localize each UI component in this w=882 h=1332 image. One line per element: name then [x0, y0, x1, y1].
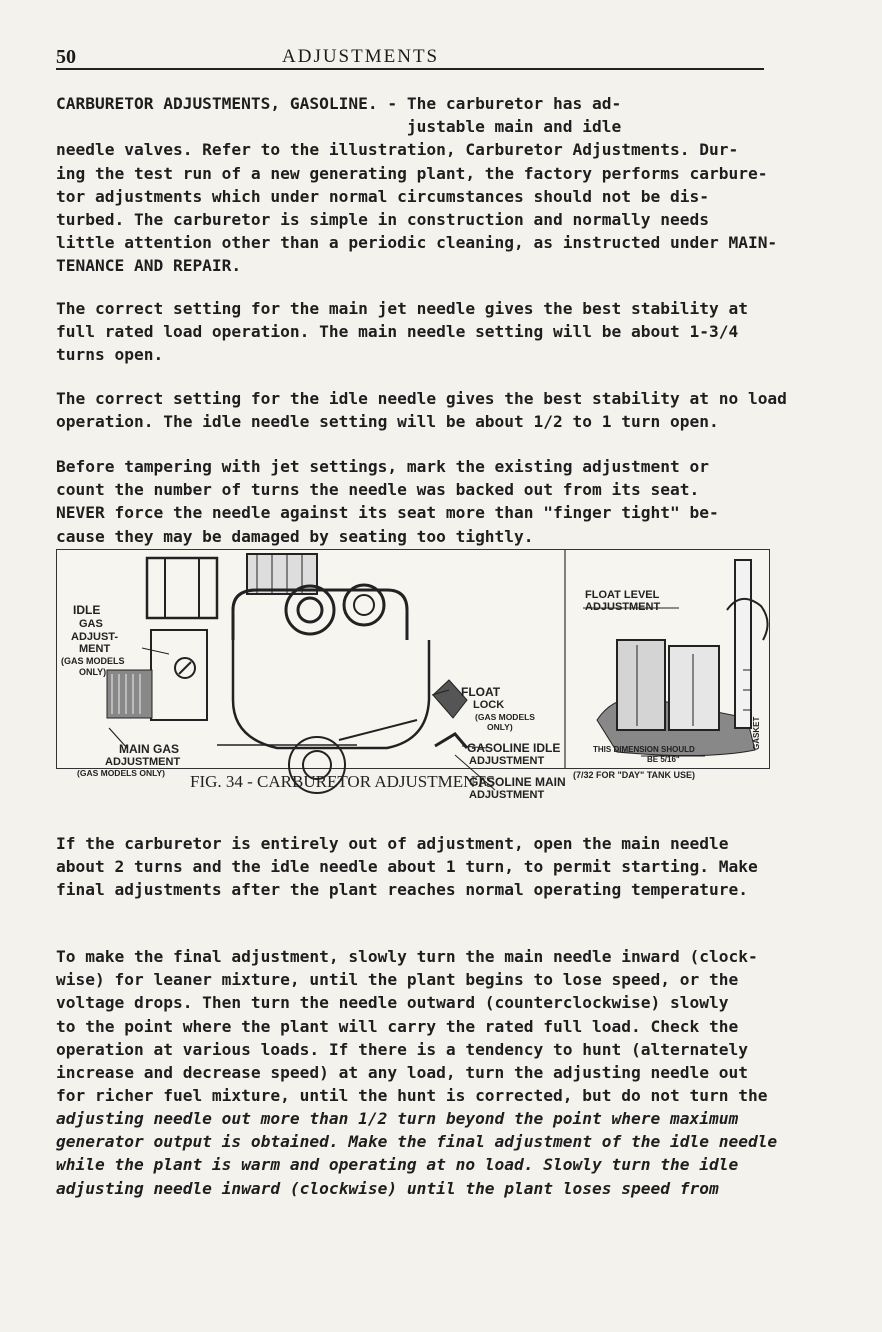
label-idle-gas-6: ONLY) [79, 667, 107, 677]
text-line: for richer fuel mixture, until the hunt is corrected, but do not turn the [56, 1086, 768, 1106]
text-line: final adjustments after the plant reaches normal operating temperature. [56, 880, 748, 900]
paragraph-final-adjustment [56, 945, 782, 1107]
label-gasoline-main-1: GASOLINE MAIN [469, 775, 566, 789]
text-line: ing the test run of a new generating plant, the factory performs carbure- [56, 163, 768, 183]
label-dimension-2: BE 5/16" [647, 755, 680, 764]
text-line: voltage drops. Then turn the needle outward (counterclockwise) slowly [56, 993, 729, 1013]
text-line: The correct setting for the idle needle gives the best stability at no load [56, 389, 787, 408]
text-line: tor adjustments which under normal circumstances should not be dis- [56, 186, 709, 206]
paragraph-carburetor-adjustments [56, 92, 782, 278]
label-main-gas-3: (GAS MODELS ONLY) [77, 768, 165, 778]
paragraph-idle-needle [56, 387, 787, 433]
text-line: justable main and idle [56, 117, 622, 137]
label-float-lock-2: LOCK [473, 699, 505, 711]
label-float-lock-1: FLOAT [461, 685, 501, 699]
label-float-lock-4: ONLY) [487, 722, 513, 732]
label-float-lock-3: (GAS MODELS [475, 712, 535, 722]
paragraph-tampering-warning [56, 455, 782, 548]
paragraph-main-jet [56, 297, 782, 367]
text-line: while the plant is warm and operating at no load. Slowly turn the idle [56, 1155, 739, 1175]
text-line: Before tampering with jet settings, mark the existing adjustment or [56, 457, 709, 476]
label-dimension-3: (7/32 FOR "DAY" TANK USE) [573, 770, 696, 780]
label-idle-gas-4: MENT [79, 643, 111, 655]
text-line: little attention other than a periodic cleaning, as instructed under MAIN- [56, 233, 778, 253]
text-line: count the number of turns the needle was backed out from its seat. [56, 480, 700, 500]
paragraph-out-of-adjustment [56, 832, 782, 902]
label-float-level-1: FLOAT LEVEL [585, 589, 660, 601]
page-title: ADJUSTMENTS [282, 46, 440, 67]
text-line: To make the final adjustment, slowly turn the main needle inward (clock- [56, 947, 758, 966]
text-line: adjusting needle inward (clockwise) until the plant loses speed from [56, 1178, 719, 1198]
text-line: If the carburetor is entirely out of adjustment, open the main needle [56, 834, 729, 853]
paragraph-final-adjustment-continued [56, 1107, 782, 1200]
text-line: adjusting needle out more than 1/2 turn beyond the point where maximum [56, 1109, 739, 1128]
text-line: wise) for leaner mixture, until the plant begins to lose speed, or the [56, 970, 739, 990]
label-idle-gas-1: IDLE [73, 603, 101, 617]
text-line: cause they may be damaged by seating too tightly. [56, 526, 534, 546]
label-gasoline-idle-1: GASOLINE IDLE [467, 741, 561, 755]
text-line: operation. The idle needle setting will be about 1/2 to 1 turn open. [56, 412, 719, 432]
label-gasoline-main-2: ADJUSTMENT [469, 789, 545, 801]
text-line: generator output is obtained. Make the final adjustment of the idle needle [56, 1132, 778, 1152]
text-line: to the point where the plant will carry the rated full load. Check the [56, 1016, 739, 1036]
figure-caption: FIG. 34 - CARBURETOR ADJUSTMENTS [190, 772, 496, 791]
label-main-gas-2: ADJUSTMENT [105, 756, 181, 768]
text-line: The correct setting for the main jet needle gives the best stability at [56, 299, 748, 318]
text-line: increase and decrease speed) at any load, turn the adjusting needle out [56, 1063, 748, 1083]
text-line: turbed. The carburetor is simple in construction and normally needs [56, 210, 709, 230]
text-line: NEVER force the needle against its seat more than "finger tight" be- [56, 503, 719, 523]
label-idle-gas-3: ADJUST- [71, 631, 119, 643]
text-line: CARBURETOR ADJUSTMENTS, GASOLINE. - The carburetor has ad- [56, 94, 622, 113]
page-number: 50 [56, 46, 76, 68]
label-main-gas-1: MAIN GAS [119, 742, 179, 756]
text-line: turns open. [56, 345, 164, 365]
label-idle-gas-2: GAS [79, 618, 103, 630]
label-gasoline-idle-2: ADJUSTMENT [469, 755, 545, 767]
text-line: full rated load operation. The main needle setting will be about 1-3/4 [56, 322, 739, 342]
label-dimension-1: THIS DIMENSION SHOULD [593, 745, 695, 754]
text-line: operation at various loads. If there is a tendency to hunt (alternately [56, 1039, 748, 1059]
label-gasket: GASKET [752, 716, 761, 750]
header-rule [56, 68, 764, 70]
text-line: TENANCE AND REPAIR. [56, 256, 242, 276]
label-idle-gas-5: (GAS MODELS [61, 656, 125, 666]
label-float-level-2: ADJUSTMENT [585, 601, 661, 613]
text-line: needle valves. Refer to the illustration, Carburetor Adjustments. Dur- [56, 140, 739, 160]
text-line: about 2 turns and the idle needle about 1 turn, to permit starting. Make [56, 857, 758, 877]
